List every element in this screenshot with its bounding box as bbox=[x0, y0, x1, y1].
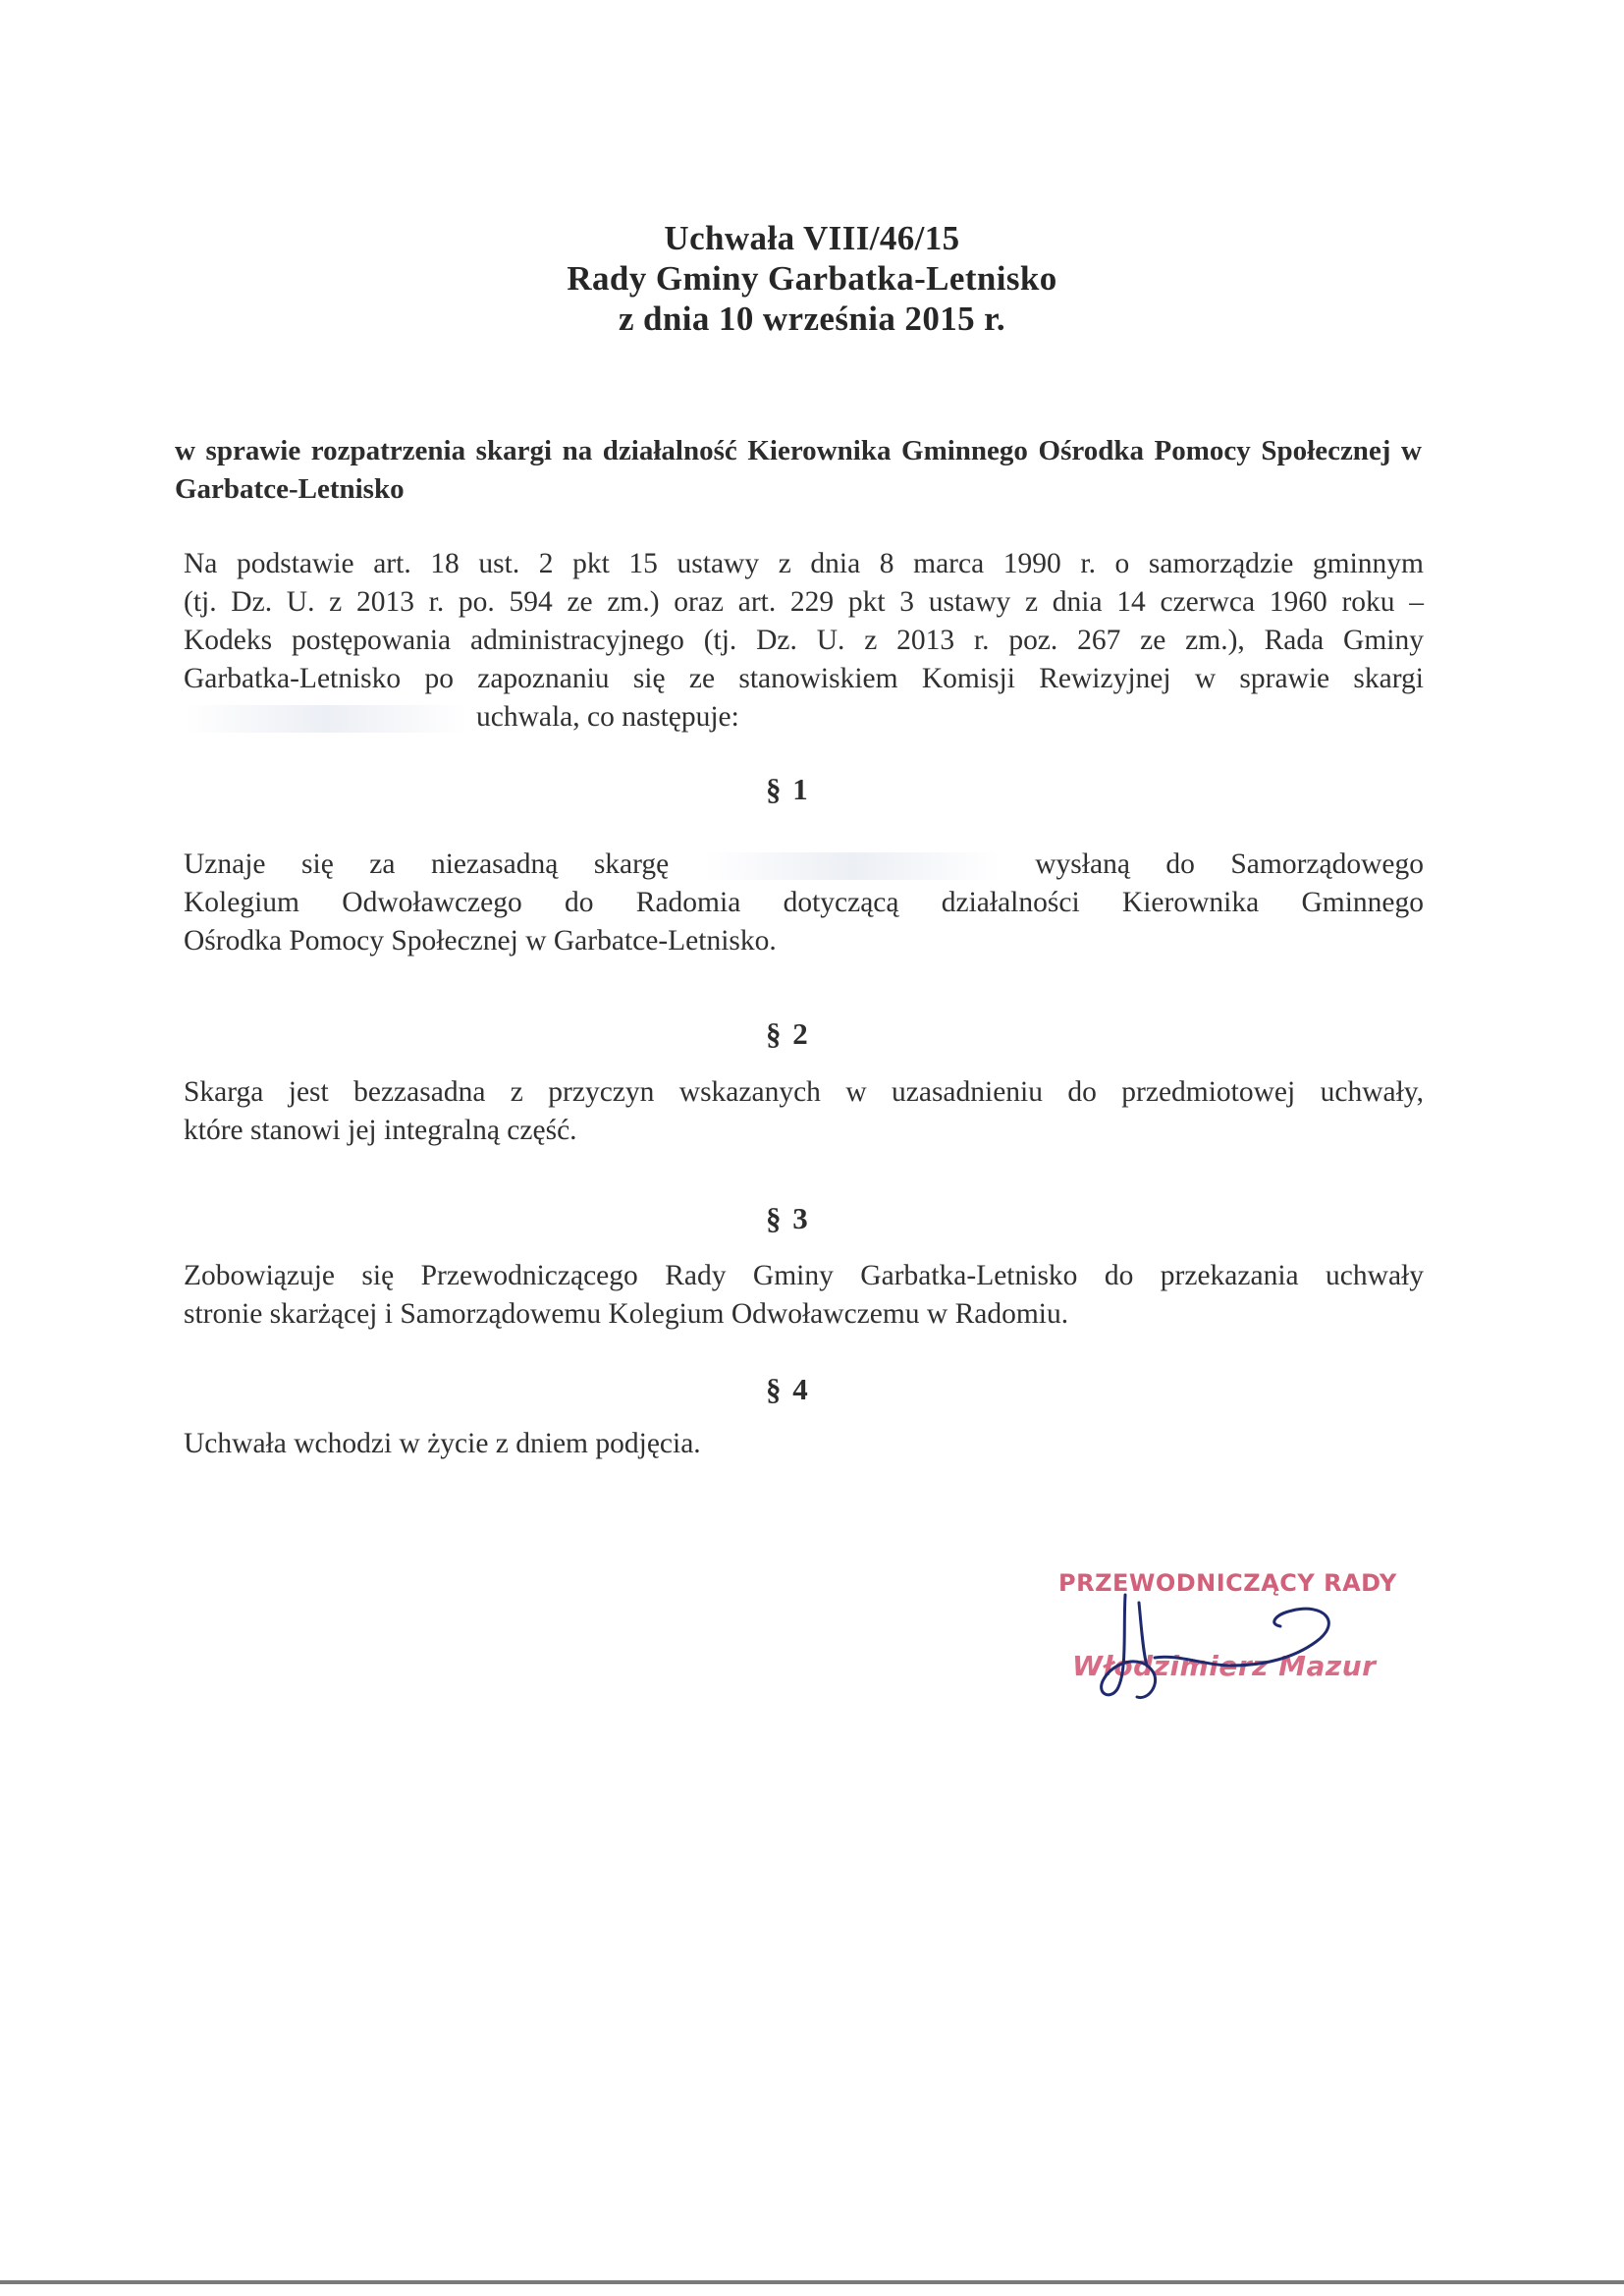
text-line: stronie skarżącej i Samorządowemu Kolegium Odwoławczemu w Radomiu. bbox=[184, 1298, 1069, 1330]
text-line: Kodeks postępowania administracyjnego (tj. Dz. U. z 2013 r. poz. 267 ze zm.), Rada Gminy bbox=[184, 625, 1424, 656]
resolution-title bbox=[0, 218, 1624, 339]
scan-edge-rule bbox=[0, 2280, 1624, 2284]
text-line: Uznaje się za niezasadną skargę wysłaną do Samorządowego bbox=[184, 848, 1424, 880]
text-line: (tj. Dz. U. z 2013 r. po. 594 ze zm.) oraz art. 229 pkt 3 ustawy z dnia 14 czerwca 1960 roku – bbox=[184, 586, 1424, 618]
text-line: które stanowi jej integralną część. bbox=[184, 1115, 577, 1146]
section-3-text bbox=[184, 1257, 1424, 1334]
section-4-mark: § 4 bbox=[766, 1372, 810, 1406]
section-4-text bbox=[184, 1425, 1424, 1463]
redacted-area bbox=[184, 705, 468, 733]
resolution-subject: w sprawie rozpatrzenia skargi na działalność Kierownika Gminnego Ośrodka Pomocy Społecznej w Garbatce-Letnisko bbox=[175, 435, 1422, 505]
redacted-area bbox=[705, 852, 1000, 880]
section-2-text bbox=[184, 1073, 1424, 1150]
stamp-title: PRZEWODNICZĄCY RADY bbox=[1058, 1569, 1397, 1597]
text-line: uchwala, co następuje: bbox=[184, 698, 1424, 737]
section-2-mark: § 2 bbox=[766, 1016, 810, 1051]
text-line: Skarga jest bezzasadna z przyczyn wskazanych w uzasadnieniu do przedmiotowej uchwały, bbox=[184, 1076, 1424, 1108]
text-line: Garbatka-Letnisko po zapoznaniu się ze stanowiskiem Komisji Rewizyjnej w sprawie skargi bbox=[184, 663, 1424, 694]
legal-basis-paragraph bbox=[184, 545, 1424, 737]
stamp-name: Włodzimierz Mazur bbox=[1072, 1650, 1377, 1682]
text-line: Kolegium Odwoławczego do Radomia dotyczącą działalności Kierownika Gminnego bbox=[184, 887, 1424, 918]
text-line: Zobowiązuje się Przewodniczącego Rady Gminy Garbatka-Letnisko do przekazania uchwały bbox=[184, 1260, 1424, 1291]
text-line: Ośrodka Pomocy Społecznej w Garbatce-Letnisko. bbox=[184, 925, 777, 957]
section-1-mark: § 1 bbox=[766, 772, 810, 806]
text-line: Uchwała wchodzi w życie z dniem podjęcia. bbox=[184, 1428, 701, 1459]
section-3-mark: § 3 bbox=[766, 1201, 810, 1235]
chairman-stamp bbox=[1058, 1563, 1397, 1711]
resolution-number: Uchwała VIII/46/15 bbox=[664, 219, 960, 257]
resolution-date: z dnia 10 września 2015 r. bbox=[618, 300, 1006, 338]
section-1-text bbox=[184, 846, 1424, 960]
text-line: Na podstawie art. 18 ust. 2 pkt 15 ustawy z dnia 8 marca 1990 r. o samorządzie gminnym bbox=[184, 548, 1424, 579]
handwritten-signature bbox=[1058, 1563, 1373, 1711]
issuing-body: Rady Gminy Garbatka-Letnisko bbox=[567, 259, 1057, 298]
